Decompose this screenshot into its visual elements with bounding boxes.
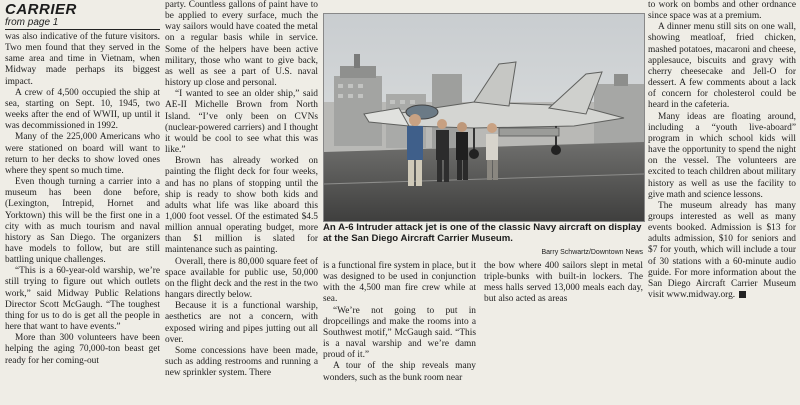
article-column-1: [5, 0, 160, 367]
paragraph: Because it is a functional warship, aesthetics are not a concern, with exposed wiring and pipes jutting out all over.: [165, 301, 318, 345]
paragraph: Even though turning a carrier into a museum has been done before, (Lexington, Intrepid, Hornet and Yorktown) this will be the first one in a city with as much tourism and naval history as San Diego. The organizers have models to follow, but are still battling unique challenges.: [5, 177, 160, 266]
paragraph: “We’re not going to put in dropceilings and make the rooms into a Southwest motif,” McGaugh said. “This is a naval warship and we’re damn proud of it.”: [323, 305, 476, 361]
paragraph: Many of the 225,000 Americans who were stationed on board will want to return to her decks to show loved ones where they spent so much time.: [5, 132, 160, 176]
paragraph: [648, 201, 796, 301]
paragraph-text: The museum already has many groups interested as well as many events booked. Admission is $13 for adults admission, $10 for seniors and $7 for youth, which will include a tour of 30 stations with a 60-minute audio guide. For more information about the San Diego Aircraft Carrier Museum visit www.midway.org.: [648, 200, 796, 301]
end-of-story-mark: [739, 291, 746, 298]
paragraph: More than 300 volunteers have been helping the aging 70,000-ton beast get ready for her coming-out: [5, 333, 160, 366]
paragraph: party. Countless gallons of paint have to be applied to every surface, much the way sailors would have coated the metal on a regular basis while in service. Some of the helpers have been active military, those who want to give back, as well as see a part of U.S. naval history up close and personal.: [165, 0, 318, 89]
paragraph: the bow where 400 sailors slept in metal triple-bunks with built-in lockers. The mess halls served 13,000 meals each day, but also acted as areas: [484, 261, 643, 305]
paragraph: “This is a 60-year-old warship, we’re still trying to figure out which outlets work,” said Midway Public Relations Director Scott McGaugh. “The toughest thing for us to do is get all the people in here that want to have events.”: [5, 266, 160, 333]
section-header: [5, 0, 160, 30]
paragraph: Some concessions have been made, such as adding restrooms and running a new sprinkler system. There: [165, 345, 318, 379]
aircraft-photo: [323, 13, 645, 222]
paragraph: A dinner menu still sits on one wall, showing meatloaf, fried chicken, mashed potatoes, macaroni and cheese, applesauce, biscuits and gravy with cherry cheesecake and Jell-O for dessert. A few comments about a lack of concern for cholesterol could be heard in the cafeteria.: [648, 22, 796, 111]
photo-credit: Barry Schwartz/Downtown News: [541, 249, 643, 256]
paragraph: was also indicative of the future visitors. Two men found that they served in the same area and time in Vietnam, when Midway made perhaps its biggest impact.: [5, 32, 160, 87]
article-column-4: [484, 261, 643, 306]
section-title: CARRIER: [5, 1, 77, 18]
paragraph: “I wanted to see an older ship,” said AE-II Michelle Brown from North Island. “I’ve only been on CVNs (nuclear-powered carriers) and I thought it would be cool to see what this was like.”: [165, 89, 318, 156]
paragraph: to work on bombs and other ordnance since space was at a premium.: [648, 0, 796, 22]
continuation-label: from page 1: [5, 17, 59, 28]
article-column-3: [323, 261, 476, 384]
article-column-5: [648, 0, 796, 301]
paragraph: A tour of the ship reveals many wonders, such as the bunk room near: [323, 361, 476, 383]
photo-caption: An A-6 Intruder attack jet is one of the classic Navy aircraft on display at the San Diego Aircraft Carrier Museum.: [323, 222, 642, 245]
paragraph: Overall, there is 80,000 square feet of space available for public use, 50,000 on the flight deck and the rest in the two hangars directly below.: [165, 256, 318, 301]
article-column-2: [165, 0, 318, 379]
paragraph: is a functional fire system in place, but it was designed to be used in conjunction with the 4,500 man fire crew while at sea.: [323, 261, 476, 305]
paragraph: Brown has already worked on painting the flight deck for four weeks, and has no plans of stopping until the ship is ready to show both kids and adults what life was like aboard this 1,000 foot vessel. Of the estimated $4.5 million annual operating budget, more than $1 million is slated for maintenance such as painting.: [165, 156, 318, 256]
paragraph: Many ideas are floating around, including a “youth live-aboard” program in which school kids will have the opportunity to spend the night on the vessel. The volunteers are excited to teach children about military history as well as use the facility to give math and science lessons.: [648, 111, 796, 200]
a6-intruder-photo-illustration: [324, 14, 644, 221]
paragraph: A crew of 4,500 occupied the ship at sea, starting on Sept. 10, 1945, two weeks after the end of WWII, up until it was decommissioned in 1992.: [5, 87, 160, 132]
